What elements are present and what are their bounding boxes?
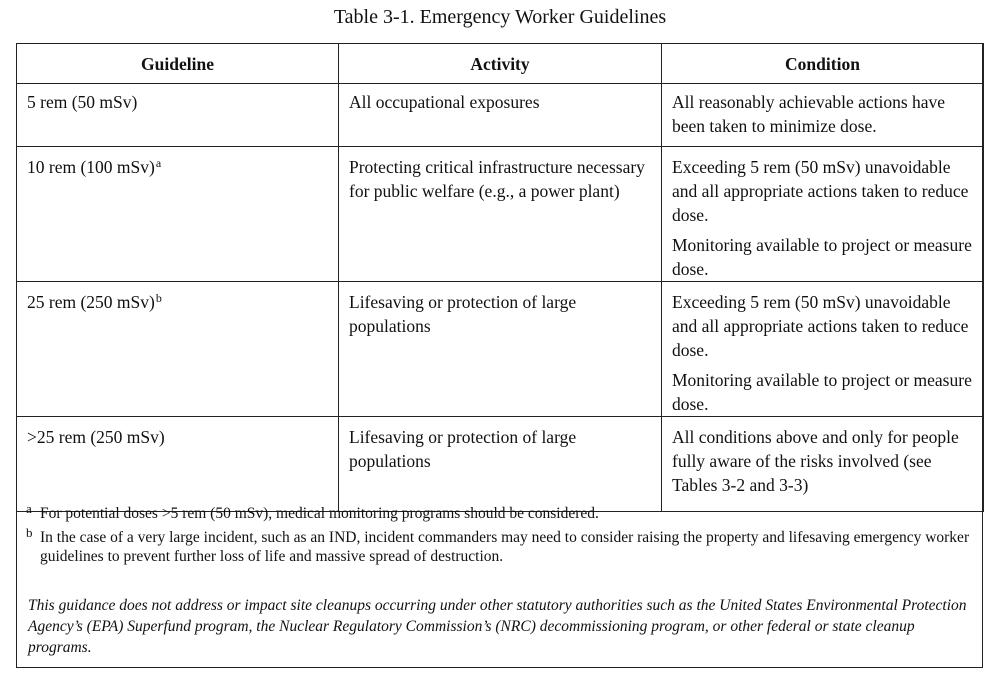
condition-cell <box>662 417 984 512</box>
table-row <box>17 282 984 417</box>
header-activity: Activity <box>339 44 662 84</box>
footnote-marker: b <box>155 291 162 305</box>
guideline-value: 10 rem (100 mSv) <box>27 157 155 177</box>
condition-text: All reasonably achievable actions have been taken to minimize dose. <box>672 92 946 136</box>
footnote-mark: b <box>26 525 33 540</box>
guideline-cell <box>17 84 339 147</box>
activity-cell: Protecting critical infrastructure necessary for public welfare (e.g., a power plant) <box>339 147 662 282</box>
condition-text: Exceeding 5 rem (50 mSv) unavoidable and all appropriate actions taken to reduce dose. <box>672 157 969 225</box>
guideline-cell <box>17 147 339 282</box>
condition-text: Monitoring available to project or measure dose. <box>672 370 972 414</box>
condition-text: Monitoring available to project or measure dose. <box>672 235 972 279</box>
footnote-text: In the case of a very large incident, such as an IND, incident commanders may need to consider raising the property and lifesaving emergency worker guidelines to prevent further loss of life and massive spread of destruction. <box>40 529 970 565</box>
guidelines-table <box>16 43 984 512</box>
footnote-b <box>26 525 971 566</box>
footnote-a <box>26 501 971 523</box>
table-row <box>17 84 984 147</box>
table-title: Table 3-1. Emergency Worker Guidelines <box>333 6 667 28</box>
table-row <box>17 147 984 282</box>
disclaimer-text: This guidance does not address or impact site cleanups occurring under other statutory authorities such as the United States Environmental Protection Agency’s (EPA) Superfund program, the Nuclear Regulatory Commission’s (NRC) decommissioning program, or other federal or state cleanup programs. <box>28 597 967 656</box>
footnotes <box>26 501 971 566</box>
condition-text: All conditions above and only for people fully aware of the risks involved (see Tables 3-2 and 3-3) <box>672 427 959 495</box>
guideline-cell <box>17 282 339 417</box>
footnote-text: For potential doses >5 rem (50 mSv), medical monitoring programs should be considered. <box>40 505 599 522</box>
condition-cell <box>662 282 984 417</box>
guideline-value: 25 rem (250 mSv) <box>27 292 155 312</box>
condition-text: Exceeding 5 rem (50 mSv) unavoidable and all appropriate actions taken to reduce dose. <box>672 292 969 360</box>
guideline-value: >25 rem (250 mSv) <box>27 427 165 447</box>
guideline-value: 5 rem (50 mSv) <box>27 92 138 112</box>
activity-cell: All occupational exposures <box>339 84 662 147</box>
activity-cell: Lifesaving or protection of large populations <box>339 282 662 417</box>
footnote-marker: a <box>155 156 162 170</box>
activity-cell: Lifesaving or protection of large populations <box>339 417 662 512</box>
condition-cell <box>662 84 984 147</box>
table-row <box>17 417 984 512</box>
header-condition: Condition <box>662 44 984 84</box>
table-header-row <box>17 44 984 84</box>
header-guideline: Guideline <box>17 44 339 84</box>
guideline-cell <box>17 417 339 512</box>
condition-cell <box>662 147 984 282</box>
footnote-mark: a <box>26 501 32 516</box>
